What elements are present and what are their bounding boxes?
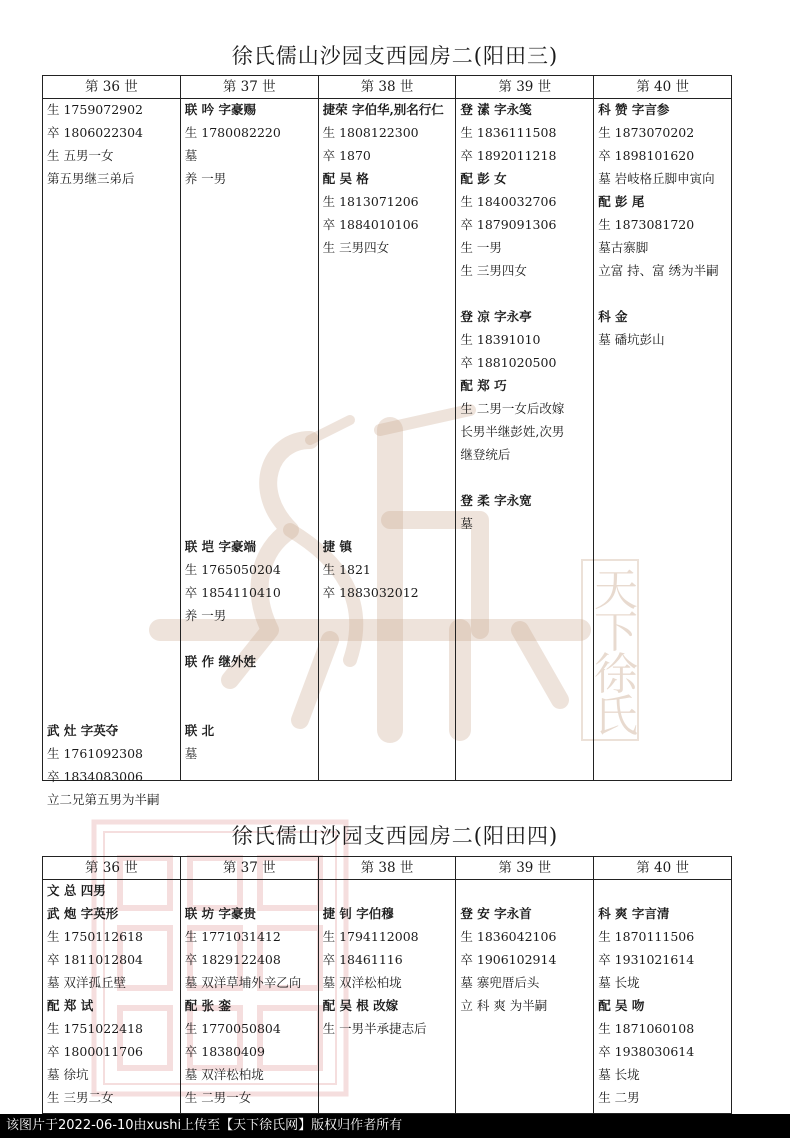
record-line: 墓 寨兜厝后头 bbox=[460, 975, 540, 990]
watermark-text: 天下徐氏 bbox=[594, 565, 638, 742]
record-line: 生 一男半承捷志后 bbox=[322, 1021, 427, 1036]
column-header: 第 40 世 bbox=[636, 79, 689, 95]
record-line: 科 赞 字言参 bbox=[598, 102, 670, 117]
record-line: 生 1751022418 bbox=[47, 1021, 144, 1036]
record-line: 立 科 爽 为半嗣 bbox=[460, 998, 548, 1013]
table-body bbox=[43, 99, 731, 807]
record-line: 联 北 bbox=[184, 723, 215, 738]
record-line: 生 1771031412 bbox=[184, 929, 281, 944]
column-header: 第 38 世 bbox=[319, 857, 457, 879]
record-line: 登 凉 字永亭 bbox=[460, 309, 532, 324]
record-line: 生 1808122300 bbox=[322, 125, 419, 140]
record-line: 墓 双洋孤丘壁 bbox=[47, 975, 126, 990]
record-line: 墓 岩岐格丘脚申寅向 bbox=[598, 171, 715, 186]
record-line: 登 柔 字永宽 bbox=[460, 493, 532, 508]
column-header: 第 36 世 bbox=[43, 857, 181, 879]
record-line: 捷荣 字伯华,别名行仁 bbox=[322, 102, 444, 117]
record-line: 生 1871060108 bbox=[598, 1021, 695, 1036]
record-line: 生 1780082220 bbox=[184, 125, 281, 140]
record-line: 生 一男 bbox=[460, 240, 502, 255]
record-line: 生 二男一女 bbox=[184, 1090, 252, 1105]
record-line: 生 1765050204 bbox=[184, 562, 281, 577]
record-line: 生 三男四女 bbox=[322, 240, 390, 255]
record-line: 生 三男四女 bbox=[460, 263, 527, 278]
record-line: 卒 18461116 bbox=[322, 952, 403, 967]
record-line: 配 郑 试 bbox=[47, 998, 94, 1013]
record-line: 继登统后 bbox=[460, 447, 511, 462]
record-line: 卒 1811012804 bbox=[47, 952, 144, 967]
generation-column bbox=[181, 880, 319, 1113]
column-header: 第 37 世 bbox=[181, 76, 319, 98]
record-line: 配 吴 根 改嫁 bbox=[322, 998, 399, 1013]
table-header bbox=[43, 76, 731, 99]
column-header: 第 40 世 bbox=[636, 860, 689, 876]
generation-column bbox=[319, 99, 457, 780]
record-line: 第五男继三弟后 bbox=[47, 171, 135, 186]
record-line: 墓 bbox=[460, 516, 473, 531]
record-line: 生 1840032706 bbox=[460, 194, 557, 209]
record-line: 联 垲 字豪端 bbox=[184, 539, 257, 554]
record-line: 联 坊 字豪贵 bbox=[184, 906, 257, 921]
record-line: 卒 1883032012 bbox=[322, 585, 419, 600]
record-line: 配 吴 吻 bbox=[598, 998, 645, 1013]
record-line: 卒 1881020500 bbox=[460, 355, 557, 370]
record-line: 卒 1884010106 bbox=[322, 217, 419, 232]
record-line: 登 溸 字永笺 bbox=[460, 102, 532, 117]
record-line: 生 二男一女后改嫁 bbox=[460, 401, 565, 416]
record-line: 卒 1854110410 bbox=[184, 585, 281, 600]
record-line: 卒 1898101620 bbox=[598, 148, 695, 163]
record-line: 立二兄第五男为半嗣 bbox=[47, 792, 160, 807]
generation-column bbox=[594, 880, 731, 1113]
record-line: 科 金 bbox=[598, 309, 628, 324]
record-line: 卒 1892011218 bbox=[460, 148, 557, 163]
record-line: 生 五男一女 bbox=[47, 148, 114, 163]
record-line: 武 灶 字英夺 bbox=[47, 723, 119, 738]
record-line: 生 1759072902 bbox=[47, 102, 144, 117]
generation-column bbox=[456, 99, 594, 780]
column-header: 第 38 世 bbox=[319, 76, 457, 98]
column-header: 第 39 世 bbox=[456, 857, 594, 879]
record-line: 生 1761092308 bbox=[47, 746, 144, 761]
section-title: 徐氏儒山沙园支西园房二(阳田三) bbox=[231, 44, 559, 68]
record-line: 墓 bbox=[184, 148, 198, 163]
record-line: 墓 双洋草埔外辛乙向 bbox=[184, 975, 302, 990]
record-line: 生 1794112008 bbox=[322, 929, 419, 944]
generation-column bbox=[319, 880, 457, 1113]
record-line: 配 郑 巧 bbox=[460, 378, 507, 393]
record-line: 文 总 四男 bbox=[47, 883, 106, 898]
record-line: 卒 1938030614 bbox=[598, 1044, 695, 1059]
record-line: 墓古寨脚 bbox=[598, 240, 649, 255]
record-line: 墓 长垅 bbox=[598, 1067, 640, 1082]
record-line: 生 1873081720 bbox=[598, 217, 695, 232]
upload-footer: 该图片于2022-06-10由xushi上传至【天下徐氏网】版权归作者所有 bbox=[0, 1114, 790, 1138]
record-line: 生 1836042106 bbox=[460, 929, 557, 944]
record-line: 捷 钊 字伯穆 bbox=[322, 906, 394, 921]
generation-column bbox=[43, 99, 181, 807]
generation-column bbox=[181, 99, 319, 780]
record-line: 配 吴 格 bbox=[322, 171, 369, 186]
record-line: 立富 持、富 绣为半嗣 bbox=[598, 263, 719, 278]
record-line: 生 二男 bbox=[598, 1090, 640, 1105]
record-line: 墓 徐坑 bbox=[47, 1067, 89, 1082]
record-line: 登 安 字永首 bbox=[460, 906, 532, 921]
record-line: 武 炮 字英形 bbox=[47, 906, 119, 921]
generation-column bbox=[43, 880, 181, 1113]
section-title: 徐氏儒山沙园支西园房二(阳田四) bbox=[231, 824, 559, 848]
record-line: 联 作 继外姓 bbox=[184, 654, 257, 669]
record-line: 科 爽 字言清 bbox=[598, 906, 670, 921]
record-line: 墓 双洋松柏垅 bbox=[184, 1067, 264, 1082]
genealogy-table bbox=[42, 75, 732, 807]
record-line: 配 彭 尾 bbox=[598, 194, 645, 209]
table-body bbox=[43, 880, 731, 1113]
record-line: 卒 1906102914 bbox=[460, 952, 557, 967]
table-header bbox=[43, 857, 731, 880]
record-line: 养 一男 bbox=[184, 608, 227, 623]
record-line: 墓 bbox=[184, 746, 198, 761]
record-line: 卒 1870 bbox=[322, 148, 371, 163]
generation-column bbox=[594, 99, 731, 780]
record-line: 生 18391010 bbox=[460, 332, 541, 347]
column-header: 第 39 世 bbox=[456, 76, 594, 98]
record-line: 卒 1834083006 bbox=[47, 769, 144, 784]
record-line: 墓 长垅 bbox=[598, 975, 640, 990]
record-line: 卒 1806022304 bbox=[47, 125, 144, 140]
column-header: 第 37 世 bbox=[181, 857, 319, 879]
column-header: 第 36 世 bbox=[43, 76, 181, 98]
record-line: 卒 18380409 bbox=[184, 1044, 265, 1059]
record-line: 卒 1931021614 bbox=[598, 952, 695, 967]
record-line: 墓 双洋松柏垅 bbox=[322, 975, 402, 990]
record-line: 联 吟 字豪赐 bbox=[184, 102, 257, 117]
record-line: 生 1821 bbox=[322, 562, 371, 577]
record-line: 生 1813071206 bbox=[322, 194, 419, 209]
record-line: 卒 1800011706 bbox=[47, 1044, 144, 1059]
generation-column bbox=[456, 880, 594, 1113]
record-line: 生 1836111508 bbox=[460, 125, 557, 140]
record-line: 配 彭 女 bbox=[460, 171, 507, 186]
record-line: 生 三男二女 bbox=[47, 1090, 114, 1105]
record-line: 长男半继彭姓,次男 bbox=[460, 424, 565, 439]
record-line: 生 1750112618 bbox=[47, 929, 144, 944]
record-line: 卒 1879091306 bbox=[460, 217, 557, 232]
record-line: 养 一男 bbox=[184, 171, 227, 186]
record-line: 卒 1829122408 bbox=[184, 952, 281, 967]
record-line: 生 1770050804 bbox=[184, 1021, 281, 1036]
genealogy-table bbox=[42, 856, 732, 1114]
record-line: 生 1873070202 bbox=[598, 125, 695, 140]
record-line: 配 张 銮 bbox=[184, 998, 232, 1013]
record-line: 捷 镇 bbox=[322, 539, 352, 554]
record-line: 生 1870111506 bbox=[598, 929, 695, 944]
record-line: 墓 磻坑彭山 bbox=[598, 332, 665, 347]
